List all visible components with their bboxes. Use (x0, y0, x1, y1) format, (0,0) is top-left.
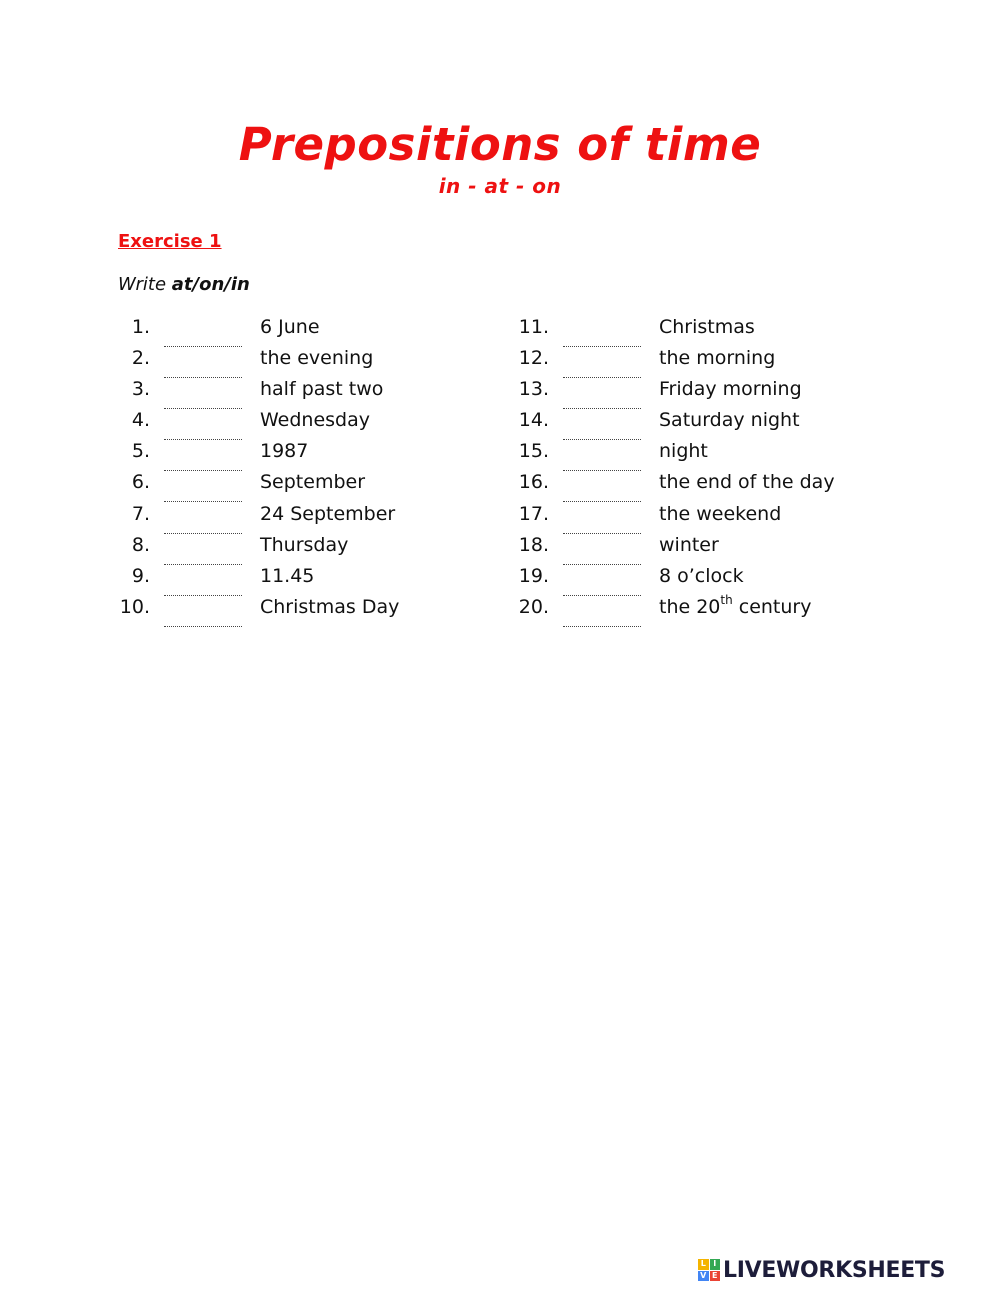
exercise-item (511, 592, 891, 627)
item-text: the end of the day (659, 471, 835, 494)
item-number: 4. (131, 409, 150, 432)
item-text: 6 June (260, 316, 320, 338)
items-left-column (112, 316, 492, 627)
item-number: 8. (131, 533, 150, 556)
liveworksheets-logo[interactable] (698, 1257, 945, 1283)
item-text: the morning (659, 347, 776, 370)
exercise-item (112, 565, 492, 596)
item-number: 17. (518, 502, 549, 525)
item-text: 1987 (260, 440, 309, 463)
instruction-prefix: Write (118, 274, 167, 295)
page-subtitle: in - at - on (438, 174, 562, 198)
logo-text: LIVEWORKSHEETS (723, 1257, 946, 1283)
logo-mark-letter: V (698, 1271, 709, 1282)
item-text: Wednesday (260, 409, 371, 432)
logo-mark-icon (698, 1259, 720, 1281)
item-number: 15. (518, 440, 549, 463)
exercise-item (511, 316, 891, 347)
item-text: 8 o’clock (659, 564, 744, 587)
exercise-item (511, 440, 891, 471)
item-text: Friday morning (659, 378, 802, 401)
item-number: 2. (131, 347, 150, 370)
item-number: 18. (518, 533, 549, 556)
item-text: winter (659, 533, 719, 556)
item-text: September (260, 471, 366, 494)
item-number: 6. (131, 471, 150, 494)
answer-blank[interactable] (563, 626, 641, 627)
item-number: 10. (119, 595, 150, 618)
item-text: night (659, 440, 708, 463)
exercise-item (112, 503, 492, 534)
item-text: 24 September (260, 502, 396, 525)
exercise-item (511, 534, 891, 565)
item-number: 5. (131, 440, 150, 463)
exercise-item (112, 316, 492, 347)
item-number: 12. (518, 347, 549, 370)
exercise-item (112, 596, 492, 627)
exercise-item (112, 347, 492, 378)
exercise-item (511, 471, 891, 502)
items-right-column (511, 316, 891, 627)
item-number: 19. (518, 564, 549, 587)
item-text-after: century (732, 595, 812, 618)
item-number: 14. (518, 409, 549, 432)
exercise-item (511, 378, 891, 409)
exercise-item (112, 471, 492, 502)
item-text: Saturday night (659, 409, 800, 432)
logo-mark-letter: L (698, 1259, 709, 1270)
exercise-item (112, 409, 492, 440)
item-text-superscript: th (720, 592, 733, 607)
item-text: the weekend (659, 502, 782, 525)
exercise-item (112, 440, 492, 471)
item-text: 11.45 (260, 564, 315, 587)
instruction (118, 274, 250, 295)
item-text: Christmas Day (260, 595, 400, 618)
exercise-item (112, 534, 492, 565)
item-number: 7. (131, 502, 150, 525)
exercise-item (511, 409, 891, 440)
item-text (659, 592, 812, 618)
item-number: 13. (518, 378, 549, 401)
item-text: the evening (260, 347, 374, 370)
answer-blank[interactable] (164, 626, 242, 627)
exercise-item (112, 378, 492, 409)
logo-mark-letter: E (710, 1271, 721, 1282)
item-text: Thursday (260, 533, 349, 556)
item-number: 20. (518, 595, 549, 618)
instruction-bold: at/on/in (171, 274, 250, 295)
exercise-item (511, 565, 891, 596)
item-number: 11. (518, 316, 549, 338)
item-number: 3. (131, 378, 150, 401)
item-text: Christmas (659, 316, 755, 338)
logo-mark-letter: I (710, 1259, 721, 1270)
item-number: 9. (131, 564, 150, 587)
item-number: 1. (131, 316, 150, 338)
item-number: 16. (518, 471, 549, 494)
item-text: half past two (260, 378, 384, 401)
exercise-item (511, 347, 891, 378)
item-text-before: the 20 (659, 595, 721, 618)
page-title: Prepositions of time (238, 118, 762, 171)
exercise-item (511, 503, 891, 534)
exercise-heading: Exercise 1 (118, 231, 222, 252)
